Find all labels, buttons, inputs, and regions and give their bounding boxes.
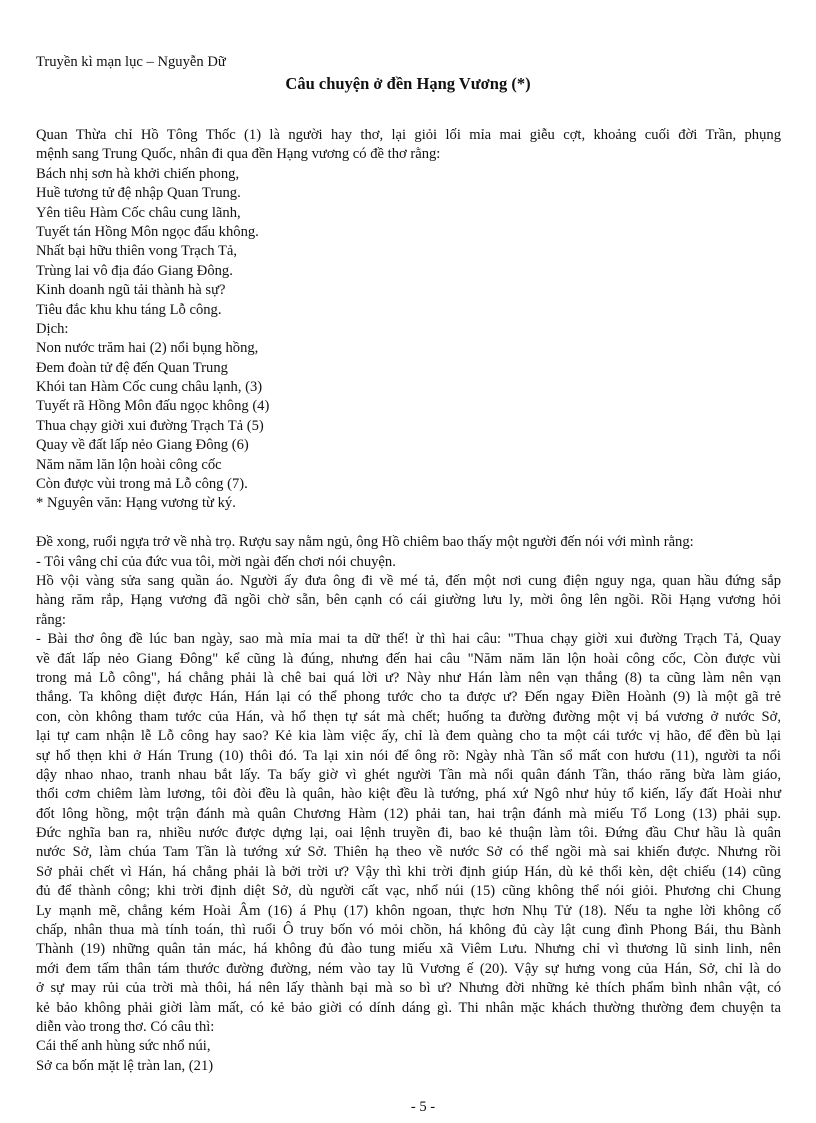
text-line: Quan Thừa chỉ Hồ Tông Thốc (1) là người hay thơ, lại giỏi lối mỉa mai giễu cợt, khoảng cuối đời Trần, phụng [36, 127, 781, 143]
text-line: trong mả Lỗ công", há chẳng phải là chê bai quá lời ư? Này như Hán làm nên vạn thắng (8) ta cũng làm nên vạn [36, 669, 781, 686]
text-line: chấp, nhân thua mà tính toán, thì ruổi Ô truy bốn vó mỏi chồn, há không đủ cày lật cung đình Phong Bái, thu Bành [36, 922, 781, 939]
text-line: nước Sở, làm chúa Tam Tần là tướng xứ Sở. Thiên hạ theo về nước Sở có thể ngồi mà sai khiến được. Nhưng rồi [36, 844, 781, 861]
text-line: đủ để thành công; khi trời định diệt Sở, dù người cất vạc, nhổ núi (15) cũng không thể nói giỏi. Phương chi Chung [36, 883, 781, 900]
text-line: Sở ca bốn mặt lệ tràn lan, (21) [36, 1057, 214, 1074]
text-line: lại tự cam nhận lễ Lỗ công hay sao? Kẻ kia làm việc ấy, chỉ là đem quàng cho ta một cái tước vị hão, để đền bù lại [36, 728, 781, 745]
text-line: Non nước trăm hai (2) nổi bụng hồng, [36, 340, 259, 357]
text-line: đốt lông hồng, một trận đánh mà quân Chương Hàm (12) phải tan, hai trận đánh mà miếu Tổ Long (13) phải sụp. [36, 805, 781, 822]
text-line: Đức nghĩa ban ra, nhiều nước được dựng lại, oai lệnh truyền đi, bao kẻ thuận làm tôi. Đứng đầu Chư hầu là quân [36, 825, 781, 842]
text-line: - Bài thơ ông đề lúc ban ngày, sao mà mỉa mai ta dữ thế! ừ thì hai câu: "Thua chạy giời xui đường Trạch Tả, Quay [36, 631, 781, 648]
page-number: - 5 - [410, 1099, 436, 1115]
text-line: Cái thế anh hùng sức nhổ núi, [36, 1038, 211, 1055]
text-line: mới đem tấm thân tám thước đường đường, ném vào tay lũ Vương ế (20). Vậy sự hưng vong của Hán, Sở, chỉ là do [36, 960, 781, 977]
text-line: Bách nhị sơn hà khởi chiến phong, [36, 165, 240, 182]
text-line: diễn vào trong thơ. Có câu thì: [36, 1018, 215, 1035]
text-line: Tiêu đắc khu khu táng Lỗ công. [36, 301, 222, 318]
text-line: Dịch: [36, 320, 69, 337]
text-line: Khói tan Hàm Cốc cung châu lạnh, (3) [36, 379, 263, 396]
text-line: về đất lấp nẻo Giang Đông" kể cũng là đúng, nhưng đến hai câu "Năm năm lăn lộn hoài công cốc, Còn được vùi [36, 650, 781, 667]
text-line: Thua chạy giời xui đường Trạch Tả (5) [36, 417, 264, 434]
story-title: Câu chuyện ở đền Hạng Vương (*) [285, 74, 531, 93]
text-line: Tuyết tán Hồng Môn ngọc đẩu không. [36, 223, 259, 240]
text-line: con, còn không tham tước của Hán, và hổ thẹn tự sát mà chết; huống ta đường đường một vị bá vương ở nước Sở, [36, 708, 781, 725]
text-line: Thành (19) những quân tản mác, há không đủ đào tung miếu xã Viêm Lưu. Nhưng chỉ vì thương lũ sinh linh, nên [36, 941, 781, 958]
text-line: Còn được vùi trong mả Lỗ công (7). [36, 476, 248, 493]
text-line: Nhất bại hữu thiên vong Trạch Tả, [36, 243, 237, 260]
text-line: thắng. Ta không diệt được Hán, Hán lại có thể phong tước cho ta được ư? Đến ngay Điền Hoành (9) là một gã trẻ [36, 689, 781, 706]
text-line: * Nguyên văn: Hạng vương từ ký. [36, 495, 236, 512]
text-line: rằng: [36, 611, 66, 628]
text-line: Kinh doanh ngũ tải thành hà sự? [36, 282, 226, 299]
text-line: sự hổ thẹn khi ở Hán Trung (10) thôi đó. Ta lại xin nói để ông rõ: Ngày nhà Tần sổ mất con hươu (11), người ta nổi [36, 747, 781, 764]
text-line: hàng răm rắp, Hạng vương đã ngồi chờ sẵn, bên cạnh có cái giường lưu ly, mời ông lên ngồi. Rồi Hạng vương hỏi [36, 592, 781, 609]
text-line: Đề xong, ruổi ngựa trở về nhà trọ. Rượu say nằm ngủ, ông Hồ chiêm bao thấy một người đến nói với mình rằng: [36, 534, 694, 551]
text-line: - Tôi vâng chỉ của đức vua tôi, mời ngài đến chơi nói chuyện. [36, 553, 396, 570]
text-line: Năm năm lăn lộn hoài công cốc [36, 456, 222, 473]
text-line: ở sự may rủi của trời mà thôi, há nên lấy thành bại mà so bì ư? Nhưng đời những kẻ thích phẩm bình nhân vật, có [36, 980, 781, 997]
text-line: Trùng lai vô địa đáo Giang Đông. [36, 262, 233, 279]
text-line: Huề tương tử đệ nhập Quan Trung. [36, 185, 241, 202]
running-header: Truyền kì mạn lục – Nguyễn Dữ [36, 54, 226, 70]
text-line: Quay về đất lấp nẻo Giang Đông (6) [36, 437, 249, 454]
text-line: dậy nhao nhao, tranh nhau bắt lấy. Ta bấy giờ vì ghét người Tần mà nổi quân đánh Tần, tháo răng bừa làm giáo, [36, 766, 781, 783]
text-line: Ly mạnh mẽ, chẳng kém Hoài Âm (16) á Phụ (17) khôn ngoan, thực hơn Nhụ Tử (18). Nếu ta nghe lời không cố [36, 902, 781, 919]
text-line: Sở phải chết vì Hán, há chẳng phải là bởi trời ư? Vậy thì khi trời định giúp Hán, dù kẻ thổi kèn, dệt chiếu (14) cũng [36, 863, 781, 880]
story-body [36, 126, 781, 1076]
text-line: Yên tiêu Hàm Cốc châu cung lãnh, [36, 204, 241, 221]
text-line: thổi cơm chiêm làm lương, tôi đòi đều là quân, hào kiệt đều là tướng, phá xứ Ngô như hủy tổ kiến, lấy đất Hoài như [36, 786, 781, 803]
text-line: Đem đoàn tử đệ đến Quan Trung [36, 359, 228, 376]
text-line: kẻ bảo không phải giời làm mất, có kẻ bảo giời có dính dáng gì. Thi nhân mặc khách thường thường đem chuyện ta [36, 999, 781, 1016]
text-line: mệnh sang Trung Quốc, nhân đi qua đền Hạng vương có đề thơ rằng: [36, 146, 441, 163]
paragraph-gap [36, 514, 781, 533]
text-line: Hồ vội vàng sửa sang quần áo. Người ấy đưa ông đi về mé tả, đến một nơi cung điện nguy nga, quan hầu đứng sắp [36, 572, 781, 589]
text-line: Tuyết rã Hồng Môn đấu ngọc không (4) [36, 398, 270, 415]
